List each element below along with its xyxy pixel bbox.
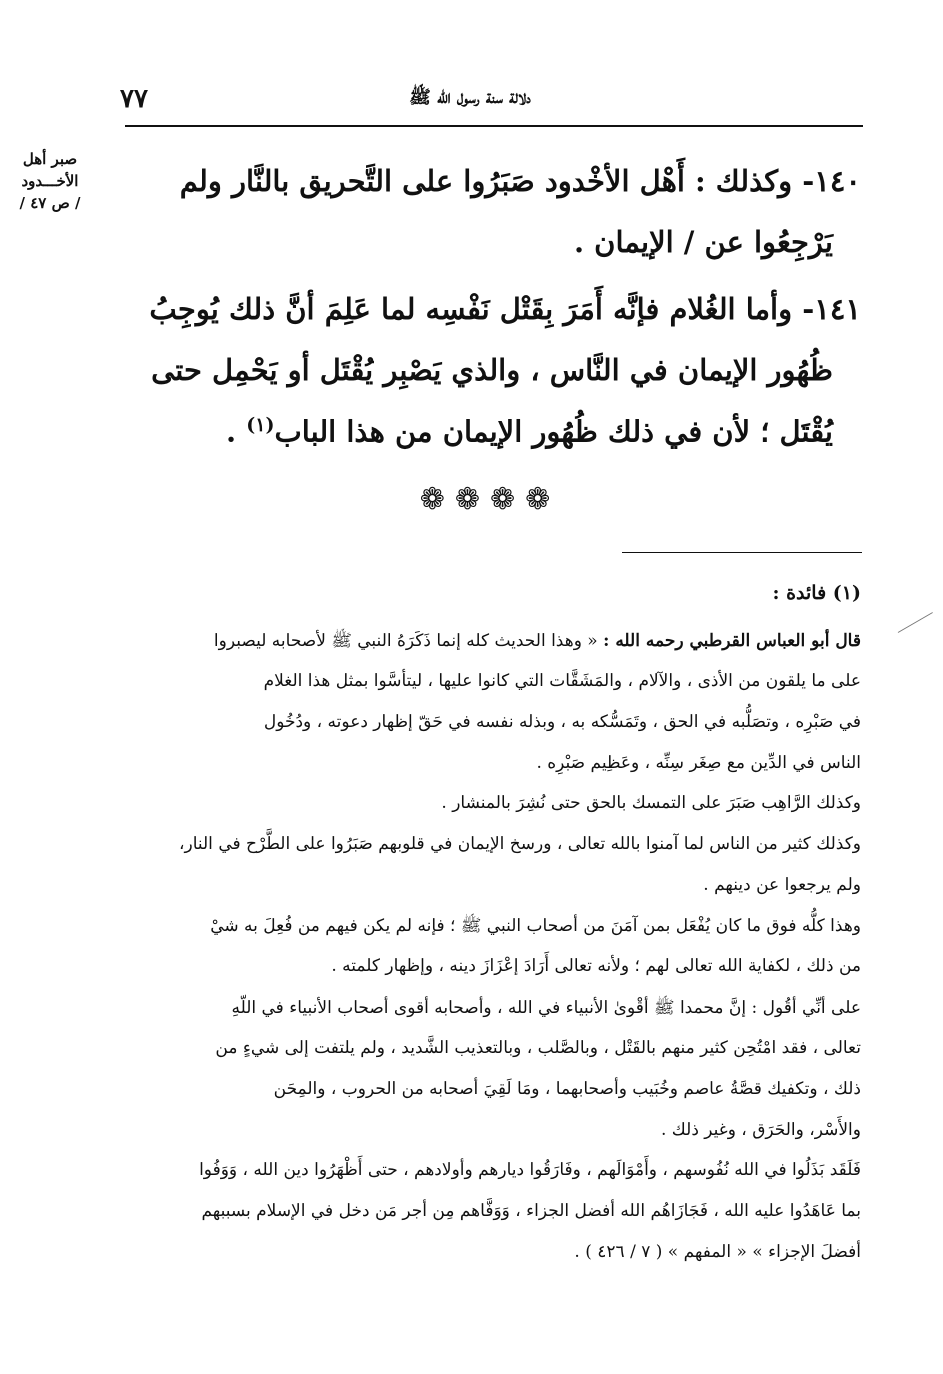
footnote-line-9: من ذلك ، لكفاية الله تعالى لهم ؛ ولأنه تعالى أَرَادَ إعْزَازَ دينه ، وإظهار كلمته . xyxy=(331,956,861,976)
footnote-line-7: ولم يرجعوا عن دينهم . xyxy=(703,875,861,895)
footnote-line-8: وهذا كلُّه فوق ما كان يُفْعَل بمن آمَنَ من أصحاب النبي ﷺ ؛ فإنه لم يكن فيهم من فُعِلَ به شيْ xyxy=(210,916,861,936)
footnote-line-2: على ما يلقون من الأذى ، والآلام ، والمَشَقَّات التي كانوا عليها ، ليتأسَّوا بمثل هذا الغلام xyxy=(263,671,861,691)
paragraph-140-line-1: ١٤٠- وكذلك : أَهْل الأخْدود صَبَرُوا على التَّحريق بالنَّار ولم xyxy=(179,164,861,198)
running-header-title: دلالة سنة رسول الله ﷺ xyxy=(409,87,531,108)
footnote-line-16: أفضلَ الإجزاء » « المفهم » ( ٧ / ٤٢٦ ) . xyxy=(574,1242,861,1262)
margin-note-line: صبر أهل xyxy=(22,150,78,168)
footnote-line-6: وكذلك كثير من الناس لما آمنوا بالله تعالى ، ورسخ الإيمان في قلوبهم صَبَرُوا على الطَّرْح في النار، xyxy=(179,834,861,854)
footnote-line-5: وكذلك الرَّاهِب صَبَرَ على التمسك بالحق حتى نُشِرَ بالمنشار . xyxy=(441,793,861,813)
section-divider-ornaments: ❁❁❁❁ xyxy=(419,482,561,517)
footnote-line-10: على أنِّي أقُول : إنَّ محمدا ﷺ أقْوىٰ الأنبياء في الله ، وأصحابه أقوى أصحاب الأنبياء في اللّهِ xyxy=(231,998,861,1018)
margin-note-line: الأخـــدود xyxy=(21,172,79,190)
footnote-line-4: الناس في الدِّين مع صِغَر سِنِّه ، وعَظِيم صَبْرِه . xyxy=(536,753,861,773)
paragraph-141-text: يُقْتَل ؛ لأن في ذلك ظُهُور الإيمان من هذا الباب xyxy=(274,414,833,449)
margin-note xyxy=(0,148,100,214)
header-rule xyxy=(125,125,863,127)
paragraph-141-end: . xyxy=(226,414,247,449)
page-number: ٧٧ xyxy=(120,84,148,114)
quoted-author: قال أبو العباس القرطبي رحمه الله : xyxy=(603,631,861,651)
footnote-line-12: ذلك ، وتكفيك قصَّةُ عاصم وخُبَيب وأصحابهما ، ومَا لَقِيَ أصحابه من الحروب ، والمِحَن xyxy=(273,1079,861,1099)
footnote-line-1 xyxy=(214,630,861,655)
footnote-line-13: والأَسْر، والحَرَق ، وغير ذلك . xyxy=(661,1120,861,1140)
paragraph-140-line-2: يَرْجِعُوا عن / الإيمان . xyxy=(573,225,833,259)
footnote-line-11: تعالى ، فقد امْتُحِن كثير منهم بالقَتْل ، وبالصَّلب ، وبالتعذيب الشَّديد ، ولم يلتفت إلى شيءٍ من xyxy=(215,1038,861,1058)
footnote-rule xyxy=(622,552,862,553)
footnote-line-3: في صَبْرِه ، وتصَلُّبه في الحق ، وتَمَسُّكه به ، وبذله نفسه في حَقّ إظهار دعوته ، ودُخُول xyxy=(263,712,861,732)
footnote-heading: (١) فائدة : xyxy=(772,582,861,604)
footnote-reference[interactable]: (١) xyxy=(246,414,275,436)
scan-mark xyxy=(898,612,933,633)
footnote-line-14: فَلَقَد بَذَلُوا في الله نُفُوسهم ، وأَمْوَالَهم ، وفَارَقُوا ديارهم وأولادهم ، حتى أَظْهَرُوا دين الله ، وَوَفُوا xyxy=(199,1160,861,1180)
footnote-line-15: بما عَاهَدُوا عليه الله ، فَجَازَاهُم الله أفضل الجزاء ، وَوَفَّاهم مِن أجر مَن دخل في الإسلام بسببهم xyxy=(201,1201,861,1221)
margin-note-line: / ص ٤٧ / xyxy=(19,194,81,212)
paragraph-141-line-3 xyxy=(226,414,833,449)
paragraph-141-line-2: ظُهُور الإيمان في النَّاس ، والذي يَصْبِر يُقْتَل أو يَحْمِل حتى xyxy=(151,353,833,387)
paragraph-141-line-1: ١٤١- وأما الغُلام فإنَّه أَمَرَ بِقَتْل نَفْسِه لما عَلِمَ أنَّ ذلك يُوجِبُ xyxy=(149,292,861,326)
footnote-line-1-text: « وهذا الحديث كله إنما ذَكَرَهُ النبي ﷺ لأصحابه ليصبروا xyxy=(213,631,604,651)
